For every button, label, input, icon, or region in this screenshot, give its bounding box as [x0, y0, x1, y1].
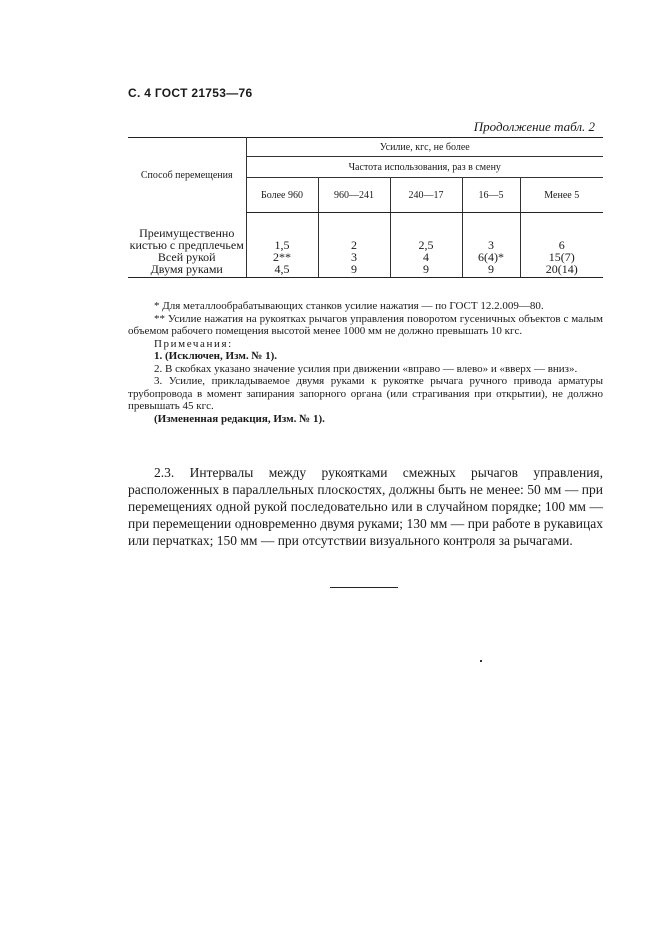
row-mode: Преимущественно кистью с предплечьем: [129, 225, 244, 252]
row-mode: Двумя руками: [128, 263, 246, 278]
table-cell: 15(7): [520, 251, 603, 263]
note-2: 2. В скобках указано значение усилия при движении «вправо — влево» и «вверх — вниз».: [154, 362, 578, 375]
paragraph-2-3: [128, 464, 603, 549]
table-cell: 1,5: [246, 213, 318, 251]
table-cell: 2: [318, 213, 390, 251]
table-cell: 6(4)*: [462, 251, 520, 263]
force-table: [128, 137, 603, 278]
paragraph-text: 2.3. Интервалы между рукоятками смежных рычагов управления, расположенных в параллельных плоскостях, должны быть не менее: 50 мм — при перемещениях одной рукой последовательно или в случайном порядке; 100 мм — при перемещении одновременно двумя руками; 130 мм — при работе в рукавицах или перчатках; 150 мм — при отсутствии визуального контроля за рычагами.: [128, 465, 603, 548]
table-cell: 20(14): [520, 263, 603, 278]
header-force: Усилие, кгс, не более: [246, 138, 603, 157]
table-row: [128, 251, 603, 263]
header-freq-col: 240—17: [390, 178, 462, 213]
table-cell: 9: [390, 263, 462, 278]
divider-line: [330, 587, 398, 588]
table-cell: 4,5: [246, 263, 318, 278]
header-freq-col: 960—241: [318, 178, 390, 213]
note-3: 3. Усилие, прикладываемое двумя руками к рукоятке рычага ручного привода арматуры трубопровода в момент запирания запорного органа (или страгивания при открытии), не должно превышать 45 кгс.: [128, 375, 603, 412]
table-cell: 4: [390, 251, 462, 263]
scan-speck: [480, 660, 482, 662]
footnote-2: ** Усилие нажатия на рукоятках рычагов управления поворотом гусеничных объектов с малым объемом рабочего помещения высотой менее 1000 мм не должно превышать 10 кгс.: [128, 312, 603, 337]
table-cell: 9: [318, 263, 390, 278]
header-freq-col: Менее 5: [520, 178, 603, 213]
table-caption: Продолжение табл. 2: [473, 119, 595, 134]
notes-heading: Примечания:: [154, 337, 233, 350]
page-header: С. 4 ГОСТ 21753—76: [128, 86, 253, 100]
note-1: 1. (Исключен, Изм. № 1).: [154, 350, 278, 362]
data-table-wrapper: [128, 137, 603, 278]
table-row: [128, 263, 603, 278]
table-cell: 6: [520, 213, 603, 251]
header-frequency: Частота использования, раз в смену: [246, 157, 603, 178]
header-mode: Способ перемещения: [140, 169, 233, 181]
footnote-1: * Для металлообрабатывающих станков усилие нажатия — по ГОСТ 12.2.009—80.: [154, 300, 544, 312]
table-row: [128, 213, 603, 251]
table-cell: 2,5: [390, 213, 462, 251]
table-cell: 3: [318, 251, 390, 263]
notes-block: [128, 300, 603, 425]
table-cell: 2**: [246, 251, 318, 263]
table-cell: 3: [462, 213, 520, 251]
amendment-note: (Измененная редакция, Изм. № 1).: [154, 412, 325, 425]
table-cell: 9: [462, 263, 520, 278]
row-mode: Всей рукой: [157, 249, 216, 264]
header-freq-col: 16—5: [462, 178, 520, 213]
header-freq-col: Более 960: [246, 178, 318, 213]
